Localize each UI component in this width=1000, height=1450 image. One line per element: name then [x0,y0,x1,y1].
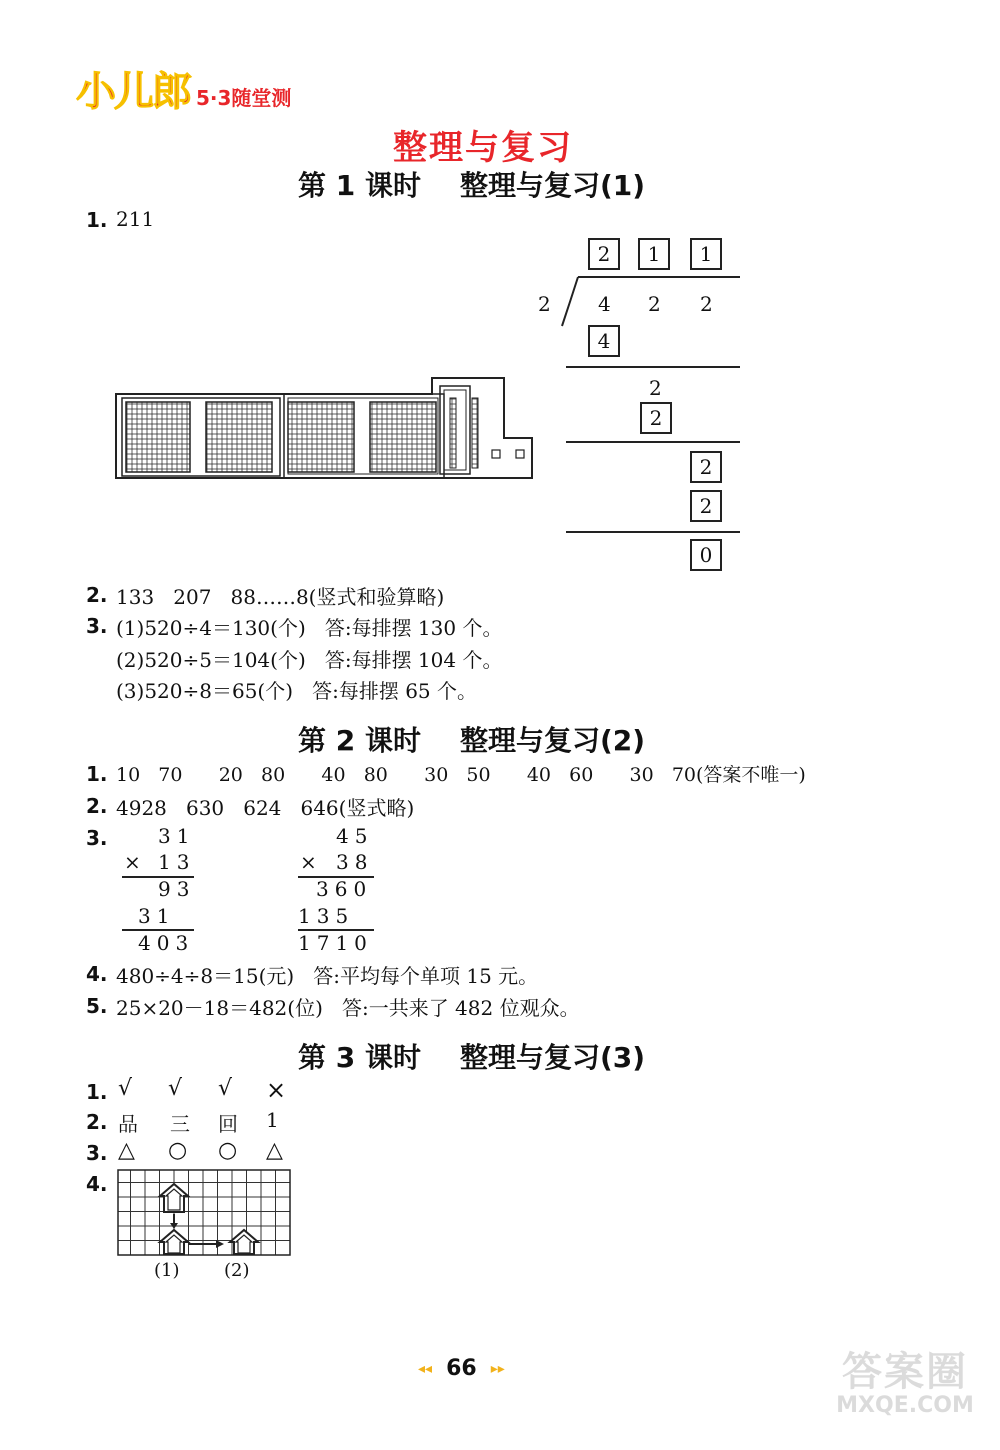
l3-q3-shape-3: ○ [218,1138,238,1163]
l1-q3-line-3: (3)520÷8＝65(个) 答:每排摆 65 个。 [116,679,478,703]
l3-q2-item-3: 回 [218,1112,238,1136]
l3-q1-number: 1. [86,1080,108,1104]
remainder: 0 [690,539,722,571]
l3-q2-item-4: 1 [266,1108,279,1132]
mult1-partial-1: 93 [158,877,196,901]
bring-down-digit: 2 [649,376,662,400]
watermark-logo-text: 答案圈 [842,1349,968,1395]
l3-q3-shape-4: △ [266,1138,283,1163]
quotient-digit-3: 1 [690,238,722,270]
l3-q2-item-2: 三 [170,1112,190,1136]
dividend-digit-3: 2 [700,292,713,316]
division-bar [578,276,740,278]
mult1-multiplier: 13 [158,850,196,874]
l2-q5-number: 5. [86,994,108,1018]
quotient-digit-1: 2 [588,238,620,270]
l1-q1-number: 1. [86,208,108,232]
page-title: 整理与复习 [393,128,573,168]
l2-q4-number: 4. [86,962,108,986]
l1-q2-text: 133 207 88……8(竖式和验算略) [116,585,445,609]
mult2-multiplier: 38 [336,850,374,874]
l2-q4-text: 480÷4÷8＝15(元) 答:平均每个单项 15 元。 [116,964,539,988]
base-ten-blocks-illustration [112,374,542,484]
prev-arrows-icon: ◂◂ [418,1360,433,1377]
divisor: 2 [538,292,551,316]
logo-text: 小儿郎 [76,69,190,115]
grid-translation-figure [116,1168,292,1258]
header-logo [76,60,291,117]
l3-q1-mark-4: × [266,1076,287,1104]
step3-bottom: 2 [690,490,722,522]
watermark-url: MXQE.COM [836,1393,974,1418]
l2-q3-number: 3. [86,826,108,850]
step2-line [566,441,740,443]
l1-q1-answer: 211 [116,207,155,231]
l2-q1-text: 10 70 20 80 40 80 30 50 40 60 30 70(答案不唯一) [116,764,806,786]
l2-q5-text: 25×20－18＝482(位) 答:一共来了 482 位观众。 [116,996,580,1020]
mult2-result: 1710 [298,931,373,955]
page-number: 66 [446,1356,477,1381]
series-label: 5·3随堂测 [196,86,292,110]
l3-q3-shape-2: ○ [168,1138,188,1163]
l2-q1-number: 1. [86,762,108,786]
mult2-operator: × [300,850,323,874]
l1-q3-line-2: (2)520÷5＝104(个) 答:每排摆 104 个。 [116,648,503,672]
mult1-multiplicand: 31 [158,824,196,848]
mult2-partial-1: 360 [316,877,373,901]
l2-q2-text: 4928 630 624 646(竖式略) [116,796,415,820]
l3-q1-mark-2: √ [168,1076,183,1101]
dividend-digit-2: 2 [648,292,661,316]
watermark [820,1340,990,1418]
l1-q2-number: 2. [86,583,108,607]
l3-q2-item-1: 品 [118,1112,138,1136]
figure-label-2: (2) [224,1260,250,1281]
l2-q2-number: 2. [86,794,108,818]
page-footer [418,1356,505,1381]
mult1-partial-2: 31 [138,904,176,928]
mult1-result: 403 [138,931,195,955]
mult2-partial-2: 135 [298,904,355,928]
quotient-digit-2: 1 [638,238,670,270]
figure-label-1: (1) [154,1260,180,1281]
l3-q3-number: 3. [86,1141,108,1165]
l3-q4-number: 4. [86,1172,108,1196]
step3-top: 2 [690,451,722,483]
l1-q3-line-1: (1)520÷4＝130(个) 答:每排摆 130 个。 [116,616,503,640]
step1-line [566,366,740,368]
l3-q3-shape-1: △ [118,1138,135,1163]
lesson-2-title: 第 2 课时 整理与复习(2) [298,724,646,757]
step1-product: 4 [588,325,620,357]
l3-q1-mark-3: √ [218,1076,233,1101]
mult2-multiplicand: 45 [336,824,374,848]
l3-q1-mark-1: √ [118,1076,133,1101]
lesson-3-title: 第 3 课时 整理与复习(3) [298,1041,646,1074]
l1-q3-number: 3. [86,614,108,638]
dividend-digit-1: 4 [598,292,611,316]
mult1-operator: × [124,850,147,874]
step2-product: 2 [640,402,672,434]
next-arrows-icon: ▸▸ [490,1360,505,1377]
step3-line [566,531,740,533]
lesson-1-title: 第 1 课时 整理与复习(1) [298,169,646,202]
l3-q2-number: 2. [86,1110,108,1134]
division-bracket [558,276,582,328]
